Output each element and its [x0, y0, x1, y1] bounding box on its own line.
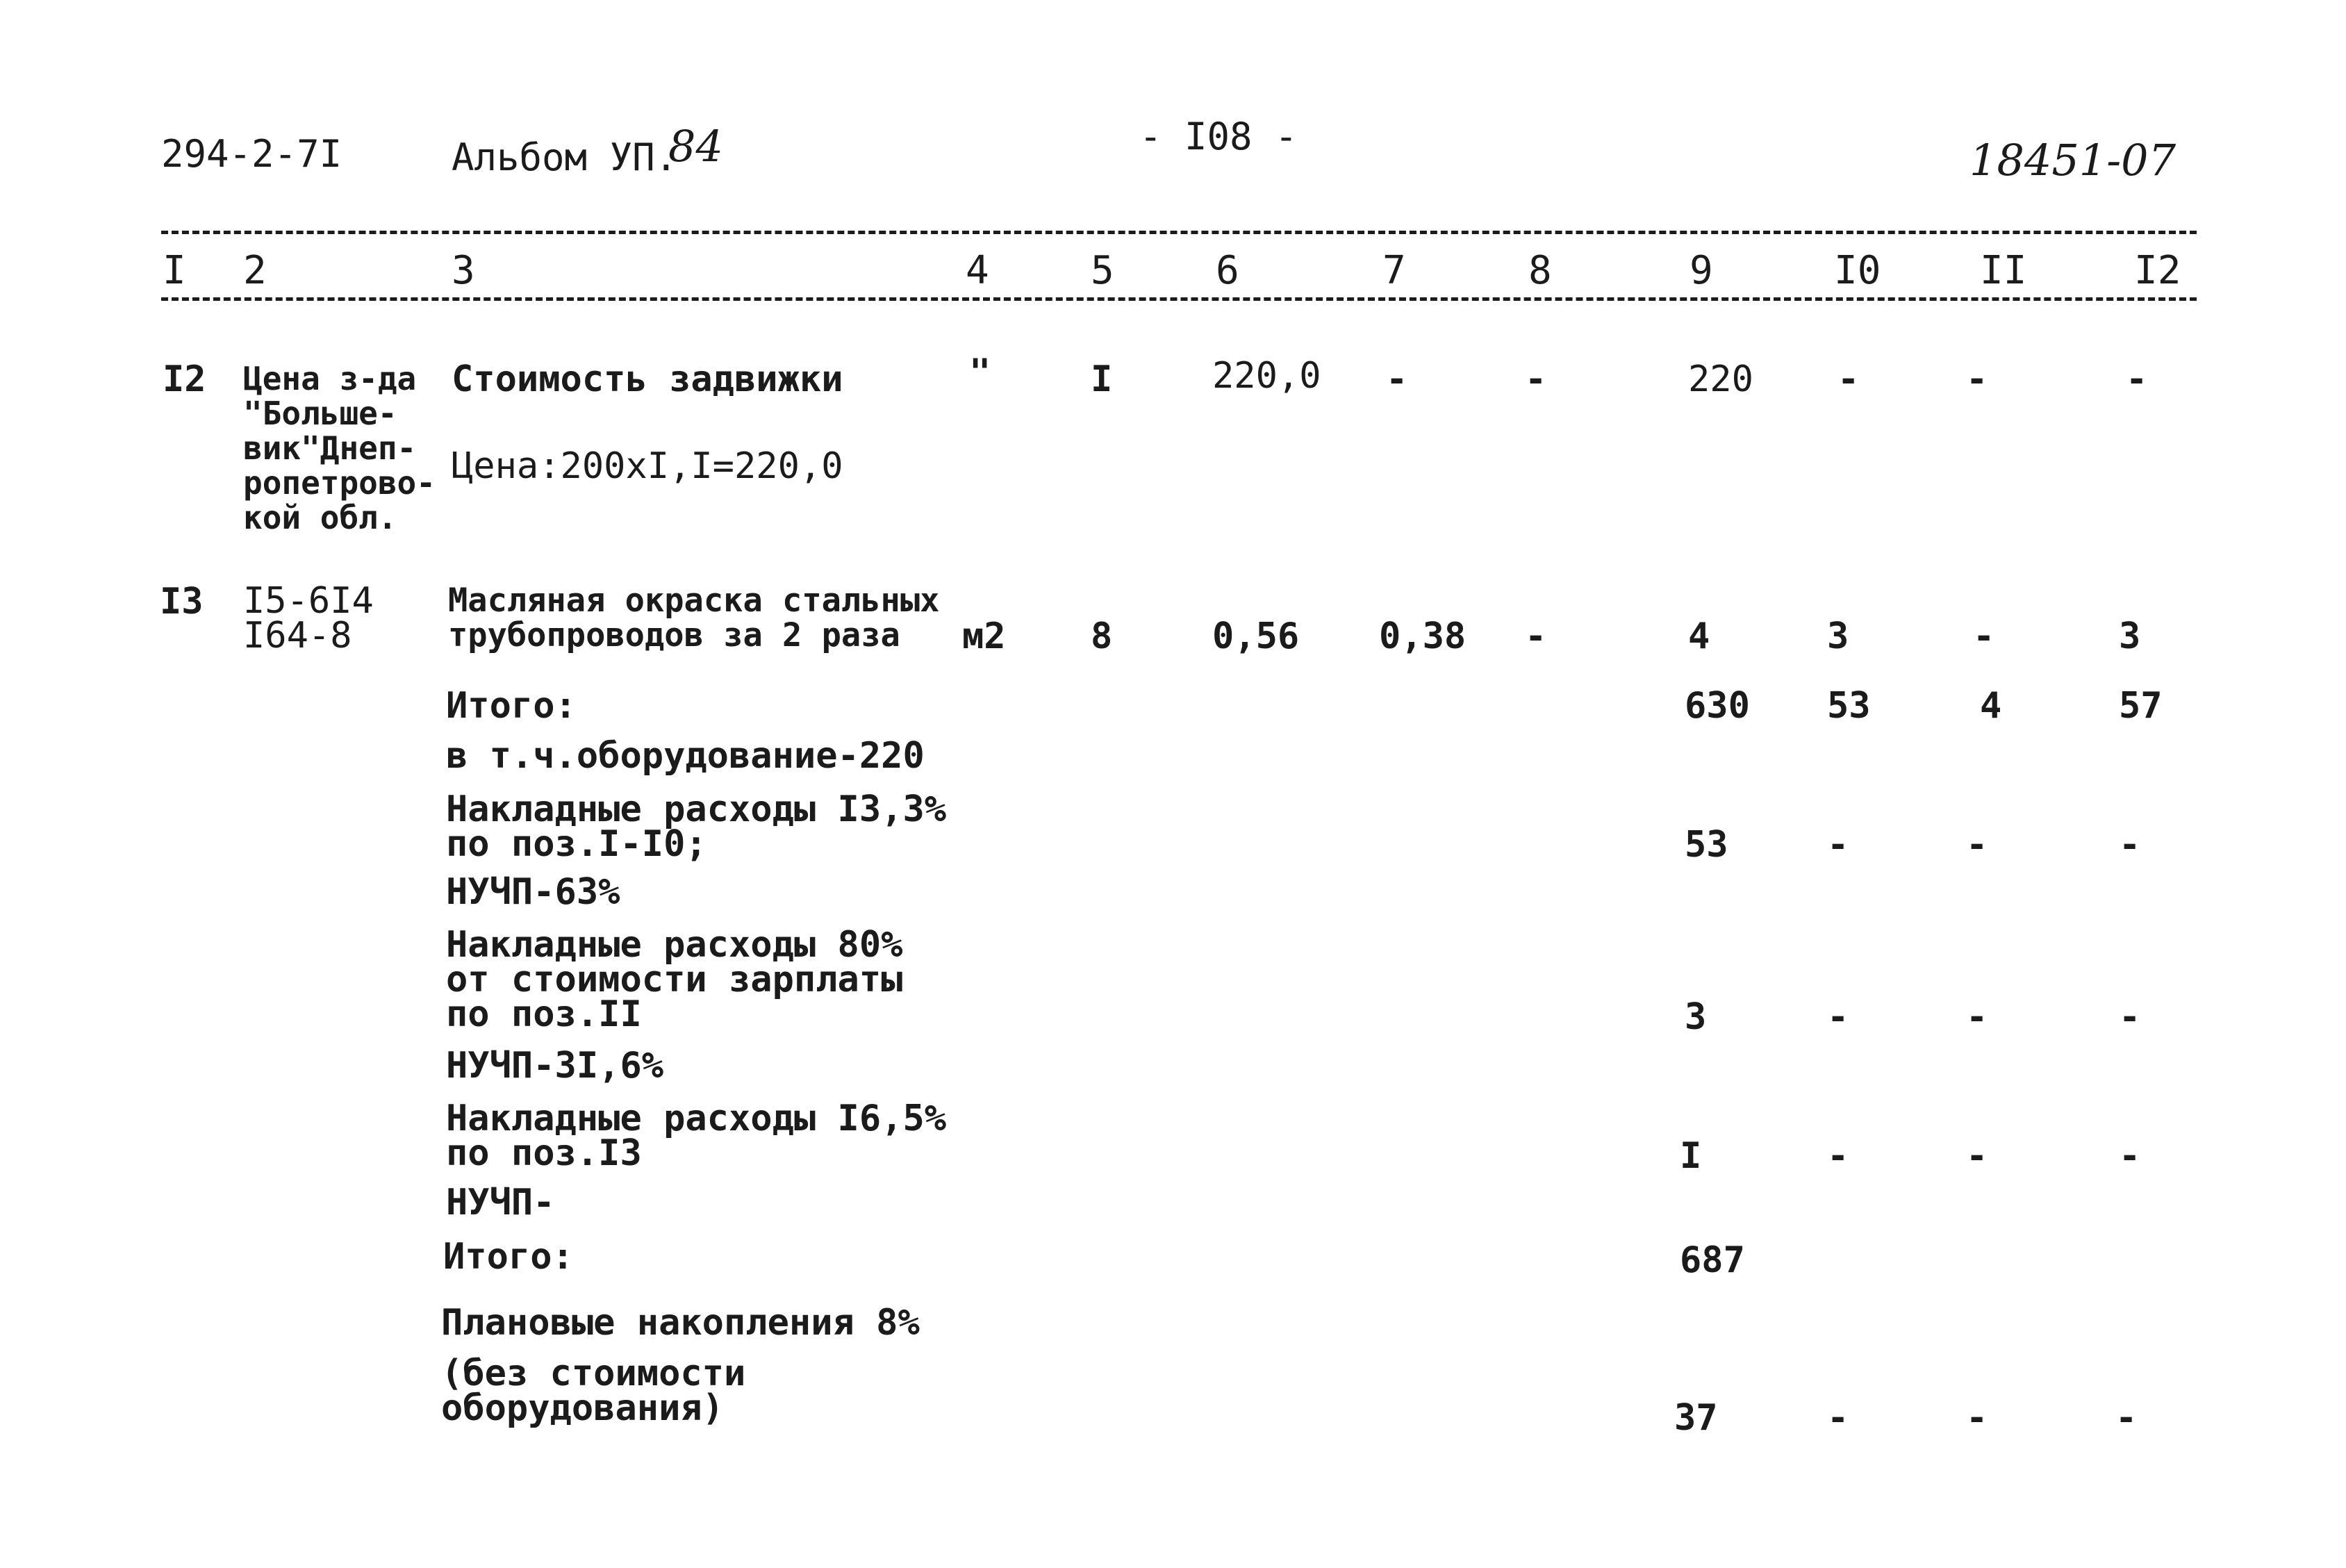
row-col12: 3 [2119, 616, 2141, 657]
row-code: I5-6I4 I64-8 [243, 580, 374, 657]
summary-col9: 630 [1685, 685, 1750, 727]
summary-col11: - [1966, 996, 1988, 1038]
summary-col12: - [2119, 996, 2141, 1038]
row-col10: 3 [1827, 616, 1849, 657]
row-col8: - [1525, 616, 1547, 657]
row-code: Цена з-да "Больше- вик"Днеп- ропетрово- кой обл. [243, 360, 436, 536]
summary-col9: 53 [1685, 824, 1728, 866]
summary-col12: - [2115, 1397, 2138, 1439]
row-col11: - [1966, 358, 1988, 400]
row-col9: 220 [1688, 358, 1753, 400]
summary-label: НУЧП- [446, 1182, 555, 1223]
album-label: Альбом УП. [452, 135, 678, 179]
stamp-number: 18451-07 [1969, 135, 2176, 185]
summary-col12: 57 [2119, 685, 2163, 727]
summary-col11: - [1966, 1135, 1988, 1177]
summary-col9: I [1680, 1135, 1702, 1177]
column-number-8: 8 [1528, 248, 1552, 293]
summary-col12: - [2119, 824, 2141, 866]
summary-col11: - [1966, 1397, 1988, 1439]
summary-label: Итого: [443, 1236, 574, 1278]
column-number-3: 3 [452, 248, 475, 293]
header-divider-top [161, 231, 2197, 234]
summary-label: Накладные расходы I3,3% по поз.I-I0; [446, 789, 947, 865]
column-number-12: I2 [2134, 248, 2181, 293]
summary-col9: 687 [1680, 1239, 1745, 1281]
summary-label: Накладные расходы I6,5% по поз.I3 [446, 1098, 947, 1174]
row-unit-cost: 220,0 [1212, 355, 1321, 397]
column-number-6: 6 [1216, 248, 1239, 293]
column-number-11: II [1980, 248, 2027, 293]
column-number-10: I0 [1834, 248, 1881, 293]
summary-col11: - [1966, 824, 1988, 866]
row-description: Стоимость задвижки [452, 358, 843, 400]
summary-label: в т.ч.оборудование-220 [446, 735, 925, 777]
document-code: 294-2-7I [161, 132, 342, 176]
column-number-4: 4 [966, 248, 989, 293]
row-col10: - [1837, 358, 1860, 400]
summary-col10: - [1827, 1397, 1849, 1439]
column-number-7: 7 [1382, 248, 1406, 293]
summary-col9: 3 [1685, 996, 1707, 1038]
header-divider-bottom [161, 297, 2197, 301]
row-description: Масляная окраска стальных трубопроводов за 2 раза [448, 581, 940, 654]
album-number: 84 [668, 121, 723, 172]
row-col11: - [1973, 616, 1995, 657]
summary-label: (без стоимости оборудования) [441, 1353, 746, 1429]
summary-col10: - [1827, 996, 1849, 1038]
row-col8: - [1525, 358, 1547, 400]
row-quantity: 8 [1091, 616, 1113, 657]
summary-col10: 53 [1827, 685, 1871, 727]
row-unit-cost: 0,56 [1212, 616, 1300, 657]
row-col7: - [1386, 358, 1408, 400]
row-position: I3 [160, 581, 204, 622]
summary-label: Накладные расходы 80% от стоимости зарплаты по поз.II [446, 924, 903, 1035]
row-col9: 4 [1688, 616, 1710, 657]
summary-col9: 37 [1674, 1397, 1718, 1439]
summary-col11: 4 [1980, 685, 2002, 727]
row-quantity: I [1091, 358, 1113, 400]
summary-label: НУЧП-63% [446, 871, 620, 913]
summary-label: Итого: [446, 685, 577, 727]
summary-col10: - [1827, 824, 1849, 866]
row-position: I2 [163, 358, 206, 400]
row-col12: - [2126, 358, 2148, 400]
page-number: - I08 - [1139, 115, 1298, 158]
row-unit: " [969, 352, 991, 393]
column-number-2: 2 [243, 248, 267, 293]
summary-col10: - [1827, 1135, 1849, 1177]
row-col7: 0,38 [1379, 616, 1467, 657]
row-description-note: Цена:200хI,I=220,0 [452, 445, 843, 487]
column-number-9: 9 [1690, 248, 1713, 293]
summary-label: НУЧП-3I,6% [446, 1045, 664, 1087]
column-number-5: 5 [1091, 248, 1114, 293]
column-number-1: I [163, 248, 186, 293]
row-unit: м2 [962, 616, 1006, 657]
summary-label: Плановые накопления 8% [441, 1302, 920, 1344]
summary-col12: - [2119, 1135, 2141, 1177]
